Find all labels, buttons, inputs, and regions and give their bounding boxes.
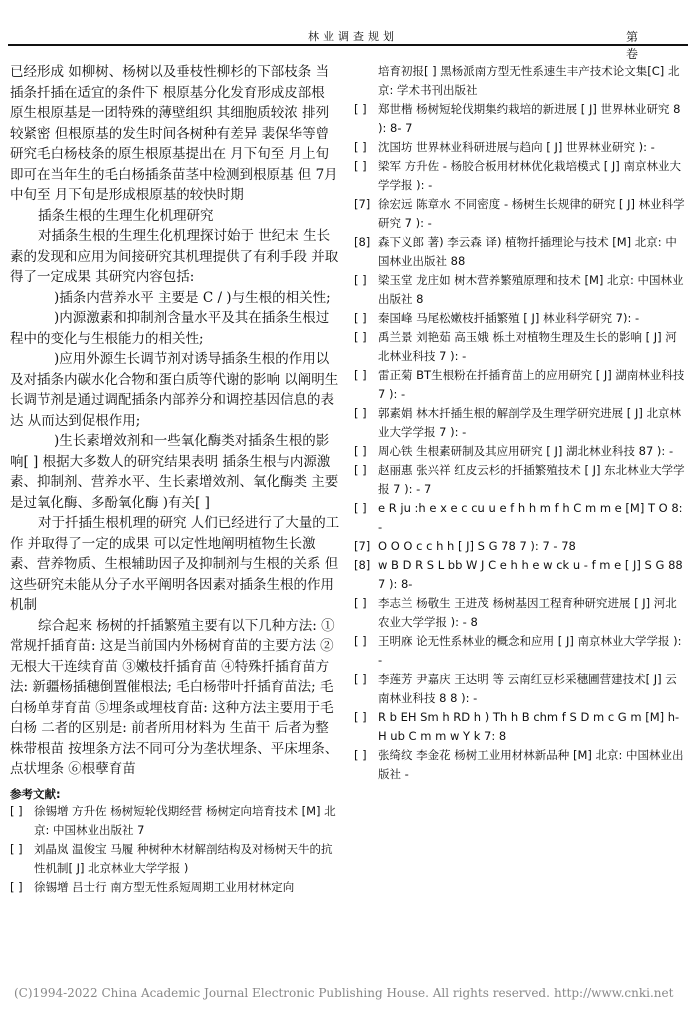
reference-item: [ ] 秦国峰 马尾松嫩枝扦插繁殖 [ J] 林业科学研究 7): - [354, 311, 640, 325]
reference-item: [ ] 李志兰 杨敬生 王进茂 杨树基因工程育种研究进展 [ J] 河北农业大学学报 ): - 8 [354, 596, 677, 629]
journal-title: 林业调查规划 [308, 30, 398, 43]
reference-item: [ ] 刘晶岚 温俊宝 马履 种树种木材解剖结构及对杨树天牛的抗性机制[ J] 北京林业大学学报 ) [10, 841, 333, 875]
volume-label: 第 卷 [626, 30, 659, 61]
reference-item: [ ] 徐锡增 吕士行 南方型无性系短周期工业用材林定向 [10, 879, 295, 894]
section-heading: 插条生根的生理生化机理研究 [38, 207, 214, 224]
reference-item: [ ] 张绮纹 李金花 杨树工业用材林新品种 [M] 北京: 中国林业出版社 - [354, 748, 684, 781]
paragraph: 综合起来 杨树的扦插繁殖主要有以下几种方法: ①常规扦插育苗: 这是当前国内外杨树育苗的主要方法 ②无根大干连续育苗 ③嫩枝扦插育苗 ④特殊扦插育苗方法: 新疆杨插穗倒置催根法; 毛白杨带叶扦插育苗法; 毛白杨单芽育苗 ⑤埋条或埋枝育苗: 这种方法主要用于毛白杨 二者的区别是: 前者所用材料为 生苗干 后者为整株带根苗 按埋条方法不同可分为垄状埋条、平床埋条、点状埋条 ⑥根孽育苗 [10, 617, 339, 777]
reference-item: [ ] 梁军 方升佐 - 杨胶合板用材林优化栽培模式 [ J] 南京林业大学学报 ): - [354, 159, 681, 192]
reference-item: [ ] 王明庥 论无性系林业的概念和应用 [ J] 南京林业大学学报 ): - [354, 634, 682, 667]
reference-item: [ ] 李莲芳 尹嘉庆 王达明 等 云南红豆杉采穗圃营建技术[ J] 云南林业科技 8 8 ): - [354, 672, 677, 705]
list-item: )生长素增效剂和一些氧化酶类对插条生根的影响[ ] 根据大多数人的研究结果表明 插条生根与内源激素、抑制剂、营养水平、生长素增效剂、氧化酶类 主要是过氧化酶、多酚氧化酶 )有关[ ] [10, 433, 339, 511]
page-header [8, 0, 688, 61]
list-item: )内源激素和抑制剂含量水平及其在插条生根过程中的变化与生根能力的相关性; [10, 310, 330, 347]
reference-item: [7] O O O c c h h [ J] S G 78 7 ): 7 - 78 [354, 539, 576, 553]
reference-item: [ ] 梁玉堂 龙庄如 树木营养繁殖原理和技术 [M] 北京: 中国林业出版社 8 [354, 273, 684, 306]
paragraph: 已经形成 如柳树、杨树以及垂枝性柳杉的下部枝条 当插条扦插在适宜的条件下 根原基分化发育形成皮部根 原生根原基是一团特殊的薄壁组织 其细胞质较浓 排列较紧密 但根原基的发生时间各树种有差异 裴保华等曾研究毛白杨枝条的原生根原基提出在 月下旬至 月上旬即可在当年生的毛白杨插条苗茎中检测到根原基 但 7月中旬至 月下旬是形成根原基的较快时期 [10, 64, 338, 203]
right-column [354, 62, 686, 784]
references-title: 参考文献: [10, 786, 61, 801]
list-item: )插条内营养水平 主要是 C / )与生根的相关性; [54, 289, 331, 306]
paragraph: 对于扦插生根机理的研究 人们已经进行了大量的工作 并取得了一定的成果 可以定性地阐明植物生长激素、营养物质、生根辅助因子及抑制剂与生根的关系 但这些研究未能从分子水平阐明各因素对插条生根的作用机制 [10, 515, 340, 613]
reference-item: [7] 徐宏远 陈章水 不同密度 - 杨树生长规律的研究 [ J] 林业科学研究 7 ): - [354, 197, 685, 230]
copyright-text: (C)1994-2022 China Academic Journal Electronic Publishing House. All rights reserved. [14, 986, 550, 1000]
reference-item: [ ] R b EH Sm h RD h ) Th h B chm f S D m c G m [M] h-H ub C m m w Y k 7: 8 [354, 710, 680, 743]
paragraph: 对插条生根的生理生化机理探讨始于 世纪末 生长素的发现和应用为间接研究其机理提供了有利手段 并取得了一定成果 其研究内容包括: [10, 228, 339, 285]
list-item: )应用外源生长调节剂对诱导插条生根的作用以及对插条内碳水化合物和蛋白质等代谢的影响 以阐明生长调节剂是通过调配插条内部养分和调控基因信息的表达 从而达到促根作用; [10, 351, 339, 429]
reference-item: [ ] 郭素娟 林木扦插生根的解剖学及生理学研究进展 [ J] 北京林业大学学报 7 ): - [354, 406, 681, 439]
reference-item: [ ] 雷正菊 BT生根粉在扦插育苗上的应用研究 [ J] 湖南林业科技 7 ): - [354, 368, 685, 401]
reference-item: [ ] 赵丽惠 张兴祥 红皮云杉的扦插繁殖技术 [ J] 东北林业大学学报 7 ): - 7 [354, 463, 685, 496]
reference-item: [ ] 郑世楷 杨树短轮伐期集约栽培的新进展 [ J] 世界林业研究 8 ): 8- 7 [354, 102, 681, 135]
reference-item: 培育初报[ ] 黑杨派南方型无性系速生丰产技术论文集[C] 北京: 学术书刊出版社 [378, 64, 680, 97]
reference-list-left [10, 802, 340, 897]
reference-item: [ ] e R ju :h e x e c cu u e f h h m f h C m m e [M] T O 8: - [354, 501, 683, 534]
site-url[interactable]: http://www.cnki.net [554, 986, 674, 1000]
reference-item: [ ] 周心铁 生根素研制及其应用研究 [ J] 湖北林业科技 87 ): - [354, 444, 674, 458]
reference-item: [ ] 沈国坊 世界林业科研进展与趋向 [ J] 世界林业研究 ): - [354, 140, 655, 154]
left-column [10, 62, 340, 897]
reference-item: [8] 森下义郎 著) 李云森 译) 植物扦插理论与技术 [M] 北京: 中国林业出版社 88 [354, 235, 677, 268]
reference-item: [8] w B D R S L bb W J C e h h e w ck u - f m e [ J] S G 88 7 ): 8- [354, 558, 683, 591]
copyright-footer [14, 986, 694, 1000]
header-rule [8, 44, 688, 46]
reference-item: [ ] 禹兰景 刘艳茹 高玉娥 栎土对植物生理及生长的影响 [ J] 河北林业科技 7 ): - [354, 330, 677, 363]
reference-list-right [354, 62, 686, 784]
reference-item: [ ] 徐锡增 方升佐 杨树短轮伐期经营 杨树定向培育技术 [M] 北京: 中国林业出版社 7 [10, 803, 336, 837]
